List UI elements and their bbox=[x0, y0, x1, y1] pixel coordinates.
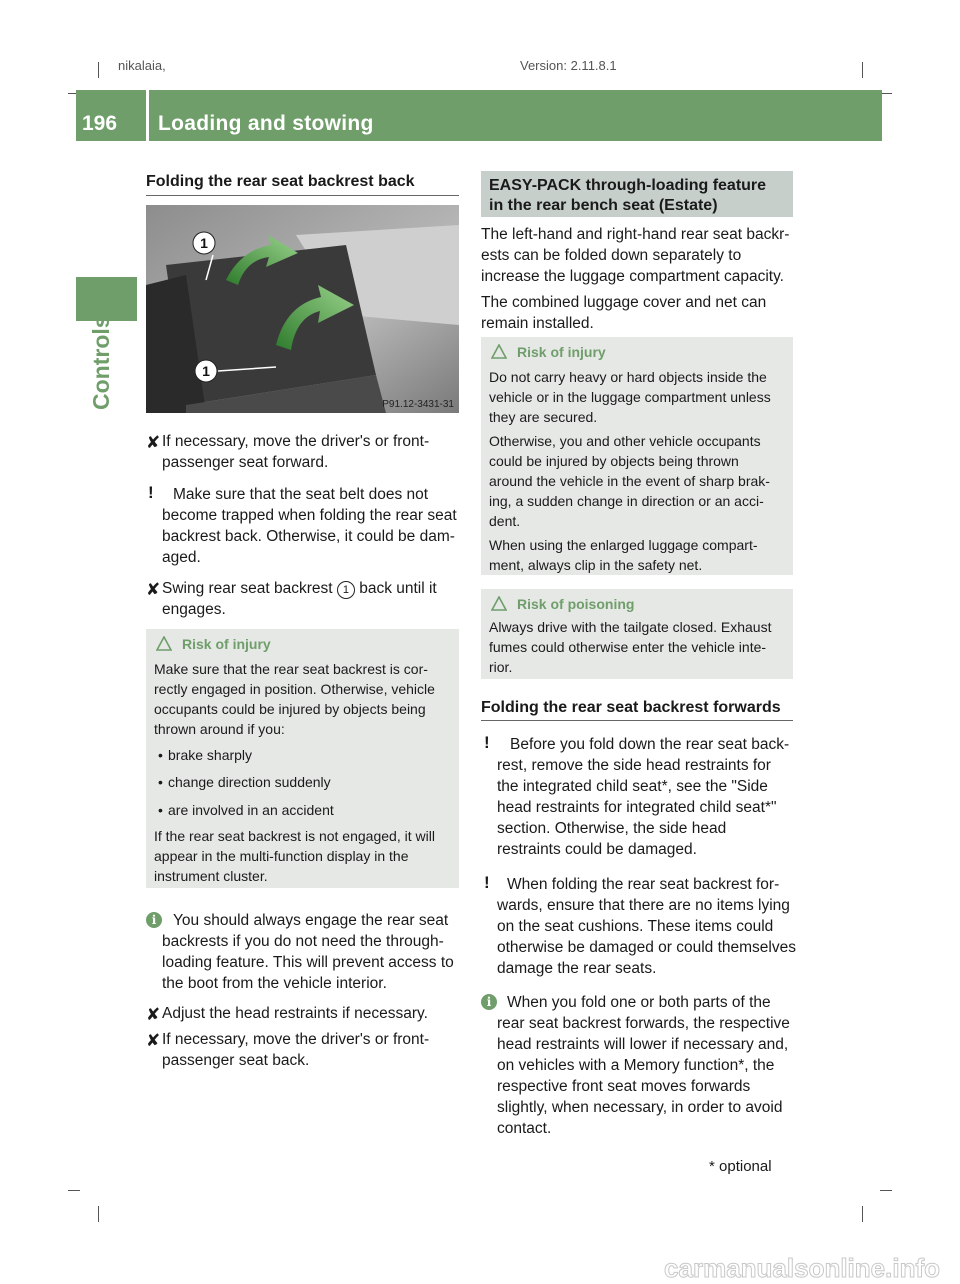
warning-title: Risk of injury bbox=[182, 636, 271, 652]
info-icon: i bbox=[481, 994, 497, 1010]
note-line: Before you fold down the rear seat back- bbox=[510, 736, 790, 753]
warning-line: ing, a sudden change in direction or an acci- bbox=[489, 493, 764, 509]
section-heading-line: EASY-PACK through-loading feature bbox=[489, 177, 767, 194]
info-line: You should always engage the rear seat bbox=[173, 912, 449, 929]
warning-line: appear in the multi-function display in the bbox=[154, 848, 409, 864]
step-text: engages. bbox=[162, 601, 226, 618]
step-text bbox=[162, 578, 437, 599]
note-line: on the seat cushions. These items could bbox=[497, 918, 774, 935]
crop-mark bbox=[880, 1190, 892, 1191]
print-meta-right: Version: 2.11.8.1 bbox=[520, 58, 617, 73]
step-marker: ✘ bbox=[146, 580, 161, 599]
header-divider bbox=[146, 90, 149, 141]
warning-line: occupants could be injured by objects being bbox=[154, 701, 426, 717]
body-line: The left-hand and right-hand rear seat backr- bbox=[481, 226, 790, 243]
step-text-part: back until it bbox=[354, 580, 437, 597]
watermark-text: carmanualsonline.info bbox=[664, 1253, 940, 1283]
warning-title: Risk of injury bbox=[517, 344, 606, 360]
step-marker: ✘ bbox=[146, 433, 161, 452]
info-line: When you fold one or both parts of the bbox=[507, 994, 771, 1011]
section-label: Controls bbox=[88, 315, 114, 410]
note-line: become trapped when folding the rear seat bbox=[162, 507, 457, 524]
note-line: backrest back. Otherwise, it could be dam- bbox=[162, 528, 455, 545]
warning-line: they are secured. bbox=[489, 409, 598, 425]
caution-marker: ! bbox=[484, 873, 490, 892]
note-line: section. Otherwise, the side head bbox=[497, 820, 727, 837]
info-line: contact. bbox=[497, 1120, 552, 1137]
info-line: the boot from the vehicle interior. bbox=[162, 975, 387, 992]
step-marker: ✘ bbox=[146, 1005, 161, 1024]
warning-line: could be injured by objects being thrown bbox=[489, 453, 739, 469]
warning-line: Make sure that the rear seat backrest is cor- bbox=[154, 661, 428, 677]
warning-line: vehicle or in the luggage compartment unless bbox=[489, 389, 771, 405]
warning-line: dent. bbox=[489, 513, 521, 529]
note-line: the integrated child seat*, see the "Side bbox=[497, 778, 768, 795]
section-tab bbox=[76, 277, 137, 321]
info-line: loading feature. This will prevent access to bbox=[162, 954, 454, 971]
crop-mark bbox=[98, 1206, 99, 1222]
warning-line: Always drive with the tailgate closed. Exhaust bbox=[489, 619, 772, 635]
warning-line: rior. bbox=[489, 659, 513, 675]
note-line: damage the rear seats. bbox=[497, 960, 657, 977]
section-heading: Folding the rear seat backrest forwards bbox=[481, 699, 781, 716]
caution-marker: ! bbox=[148, 483, 154, 502]
warning-line: thrown around if you: bbox=[154, 721, 285, 737]
step-text-part: Swing rear seat backrest bbox=[162, 580, 337, 597]
info-line: respective front seat moves forwards bbox=[497, 1078, 751, 1095]
bullet-dot: • bbox=[158, 802, 163, 818]
heading-rule bbox=[481, 720, 793, 721]
warning-line: Do not carry heavy or hard objects inside the bbox=[489, 369, 767, 385]
callout-number: 1 bbox=[200, 235, 208, 251]
crop-mark bbox=[862, 62, 863, 78]
print-meta-left: nikalaia, bbox=[118, 58, 166, 73]
info-line: on vehicles with a Memory function*, the bbox=[497, 1057, 775, 1074]
warning-panel bbox=[146, 629, 459, 888]
crop-mark bbox=[862, 1206, 863, 1222]
warning-line: Otherwise, you and other vehicle occupants bbox=[489, 433, 761, 449]
note-line: head restraints for integrated child seat*" bbox=[497, 799, 777, 816]
body-line: ests can be folded down separately to bbox=[481, 247, 742, 264]
callout-inline: 1 bbox=[337, 581, 355, 599]
section-heading: Folding the rear seat backrest back bbox=[146, 173, 415, 190]
step-text: If necessary, move the driver's or front- bbox=[162, 433, 430, 450]
warning-line: instrument cluster. bbox=[154, 868, 268, 884]
page-title: Loading and stowing bbox=[158, 112, 374, 135]
info-line: rear seat backrest forwards, the respective bbox=[497, 1015, 790, 1032]
figure-reference: P91.12-3431-31 bbox=[382, 399, 454, 410]
info-line: head restraints will lower if necessary and, bbox=[497, 1036, 789, 1053]
step-text: passenger seat back. bbox=[162, 1052, 310, 1069]
crop-mark bbox=[68, 1190, 80, 1191]
step-marker: ✘ bbox=[146, 1031, 161, 1050]
warning-panel bbox=[481, 337, 793, 575]
page-number: 196 bbox=[82, 112, 118, 135]
warning-line: fumes could otherwise enter the vehicle inte- bbox=[489, 639, 767, 655]
section-heading-line: in the rear bench seat (Estate) bbox=[489, 197, 718, 214]
bullet-item: are involved in an accident bbox=[168, 802, 334, 818]
warning-line: When using the enlarged luggage compart- bbox=[489, 537, 758, 553]
warning-panel bbox=[481, 589, 793, 679]
optional-footnote: * optional bbox=[709, 1158, 772, 1175]
bullet-item: change direction suddenly bbox=[168, 774, 331, 790]
bullet-item: brake sharply bbox=[168, 747, 253, 763]
info-line: backrests if you do not need the through- bbox=[162, 933, 444, 950]
caution-marker: ! bbox=[484, 733, 490, 752]
body-line: increase the luggage compartment capacity. bbox=[481, 268, 784, 285]
callout-number: 1 bbox=[202, 363, 210, 379]
warning-line: around the vehicle in the event of sharp brak- bbox=[489, 473, 770, 489]
warning-title: Risk of poisoning bbox=[517, 596, 635, 612]
crop-mark bbox=[98, 62, 99, 78]
warning-line: ment, always clip in the safety net. bbox=[489, 557, 703, 573]
note-line: Make sure that the seat belt does not bbox=[173, 486, 429, 503]
warning-line: If the rear seat backrest is not engaged, it will bbox=[154, 828, 435, 844]
warning-icon bbox=[156, 636, 172, 651]
info-icon: i bbox=[146, 912, 162, 928]
note-line: aged. bbox=[162, 549, 201, 566]
warning-icon bbox=[491, 596, 507, 611]
watermark bbox=[0, 1253, 960, 1283]
note-line: rest, remove the side head restraints for bbox=[497, 757, 771, 774]
note-line: restraints could be damaged. bbox=[497, 841, 697, 858]
body-line: The combined luggage cover and net can bbox=[481, 294, 767, 311]
warning-line: rectly engaged in position. Otherwise, vehicle bbox=[154, 681, 435, 697]
note-line: otherwise be damaged or could themselves bbox=[497, 939, 796, 956]
step-text: If necessary, move the driver's or front- bbox=[162, 1031, 430, 1048]
bullet-dot: • bbox=[158, 747, 163, 763]
step-text: Adjust the head restraints if necessary. bbox=[162, 1005, 428, 1022]
rear-seat-figure bbox=[146, 205, 459, 413]
warning-icon bbox=[491, 344, 507, 359]
body-line: remain installed. bbox=[481, 315, 594, 332]
bullet-dot: • bbox=[158, 774, 163, 790]
info-line: slightly, when necessary, in order to avoid bbox=[497, 1099, 783, 1116]
heading-rule bbox=[146, 195, 459, 196]
step-text: passenger seat forward. bbox=[162, 454, 329, 471]
note-line: wards, ensure that there are no items lying bbox=[497, 897, 790, 914]
note-line: When folding the rear seat backrest for- bbox=[507, 876, 780, 893]
